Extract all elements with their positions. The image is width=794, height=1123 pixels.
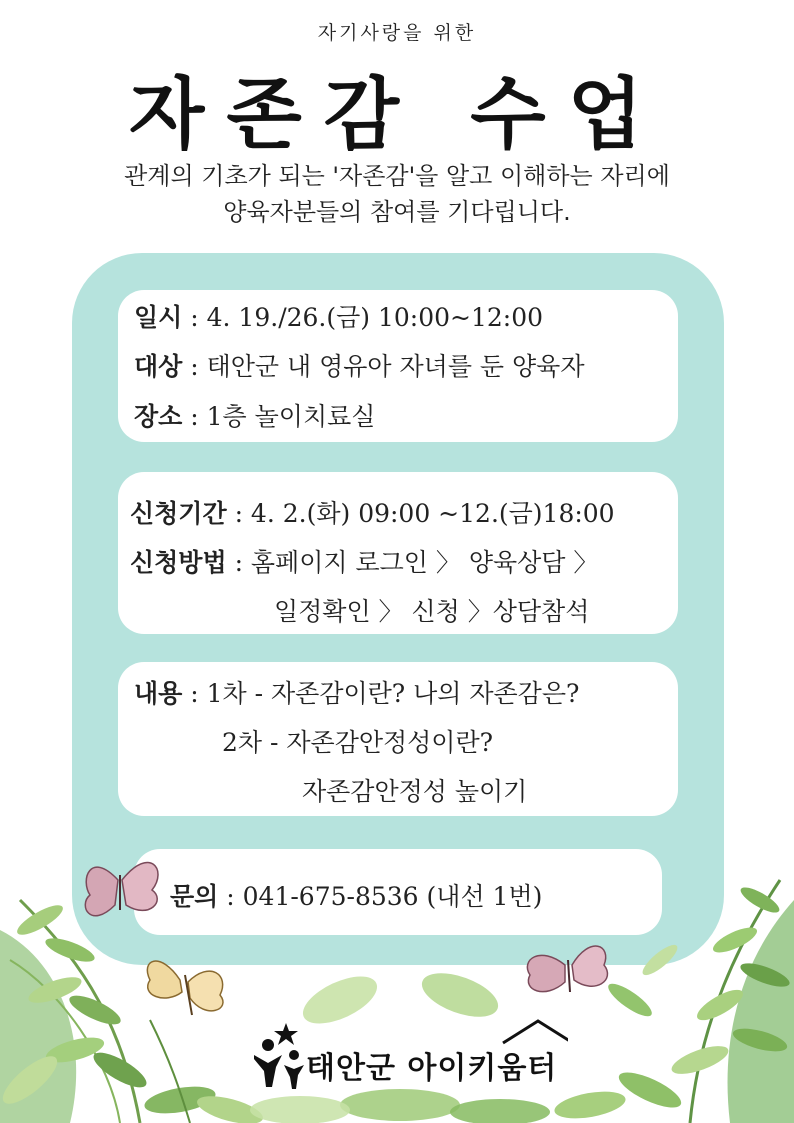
poster-title: 자존감 수업 xyxy=(129,70,665,160)
place-value: : 1층 놀이치료실 xyxy=(190,402,376,431)
organization-logo xyxy=(248,1015,568,1095)
info-card-application xyxy=(118,472,678,634)
target-label: 대상 xyxy=(134,352,183,381)
method-label: 신청방법 xyxy=(130,548,227,577)
poster-intro xyxy=(0,158,794,230)
info-card-contact xyxy=(134,849,662,935)
place-label: 장소 xyxy=(134,402,183,431)
info-card-content xyxy=(118,662,678,816)
content-session-2-line-2: 자존감안정성 높이기 xyxy=(302,777,528,806)
method-value-line-1: : 홈페이지 로그인 〉 양육상담 〉 xyxy=(234,548,599,577)
contact-value: : 041-675-8536 (내선 1번) xyxy=(226,882,543,911)
organization-name: 태안군 아이키움터 xyxy=(306,1051,558,1086)
intro-line-1: 관계의 기초가 되는 '자존감'을 알고 이해하는 자리에 xyxy=(124,162,670,190)
butterfly-yellow xyxy=(147,961,223,1015)
period-row xyxy=(130,494,615,530)
content-row xyxy=(134,674,579,710)
date-row xyxy=(134,298,543,334)
date-value: : 4. 19./26.(금) 10:00~12:00 xyxy=(190,303,544,332)
period-label: 신청기간 xyxy=(130,499,227,528)
poster-subtitle: 자기사랑을 위한 xyxy=(317,22,477,44)
contact-row xyxy=(170,877,542,913)
content-session-2-line-1: 2차 - 자존감안정성이란? xyxy=(222,728,494,757)
method-value-line-2: 일정확인 〉 신청 〉상담참석 xyxy=(274,597,590,626)
contact-label: 문의 xyxy=(170,882,219,911)
target-value: : 태안군 내 영유아 자녀를 둔 양육자 xyxy=(190,352,585,381)
info-card-schedule xyxy=(118,290,678,442)
method-row xyxy=(130,543,598,579)
content-session-1: : 1차 - 자존감이란? 나의 자존감은? xyxy=(190,679,580,708)
period-value: : 4. 2.(화) 09:00 ~12.(금)18:00 xyxy=(234,499,615,528)
content-label: 내용 xyxy=(134,679,183,708)
target-row xyxy=(134,347,584,383)
place-row xyxy=(134,397,375,433)
date-label: 일시 xyxy=(134,303,183,332)
intro-line-2: 양육자분들의 참여를 기다립니다. xyxy=(223,198,571,226)
